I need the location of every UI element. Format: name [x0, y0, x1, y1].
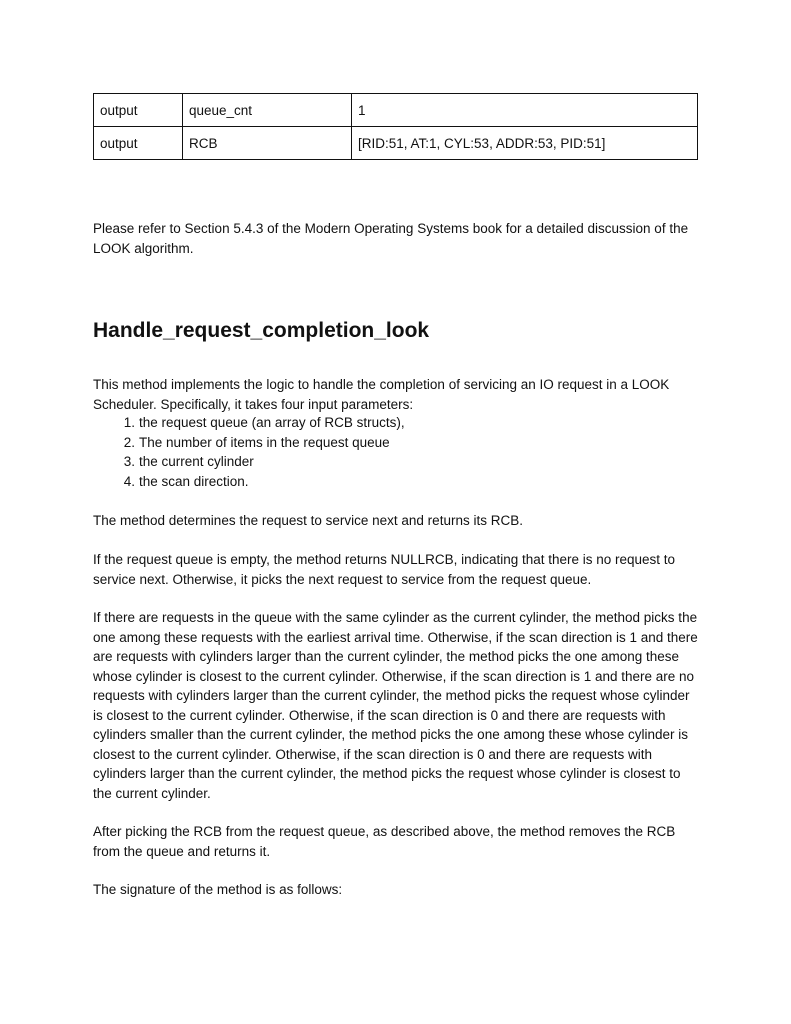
table-cell: 1 [352, 94, 698, 127]
selection-logic-paragraph: If there are requests in the queue with the same cylinder as the current cylinder, the method picks the one among these requests with the earliest arrival time. Otherwise, if the scan direction is 1 and there are requests with cylinders larger than the current cylinder, the method picks the one among these whose cylinder is closest to the current cylinder. Otherwise, if the scan direction is 1 and there are no requests with cylinders larger than the current cylinder, the method picks the request whose cylinder is closest to the current cylinder. Otherwise, if the scan direction is 0 and there are requests with cylinders smaller than the current cylinder, the method picks the one among these whose cylinder is closest to the current cylinder. Otherwise, if the scan direction is 0 and there are requests with cylinders larger than the current cylinder, the method picks the request whose cylinder is closest to the current cylinder. [93, 610, 698, 801]
intro-paragraph: This method implements the logic to handle the completion of servicing an IO request in a LOOK Scheduler. Specifically, it takes four input parameters: [93, 377, 670, 412]
table-cell: output [94, 127, 183, 160]
list-item [93, 433, 693, 453]
io-params-table [93, 93, 698, 160]
determines-paragraph: The method determines the request to service next and returns its RCB. [93, 513, 523, 528]
list-text: The number of items in the request queue [139, 434, 390, 450]
empty-queue-paragraph: If the request queue is empty, the method returns NULLRCB, indicating that there is no request to service next. Otherwise, it picks the next request to service from the request queue. [93, 552, 676, 587]
list-item [93, 472, 693, 492]
list-number: 1. [123, 415, 135, 430]
refer-paragraph: Please refer to Section 5.4.3 of the Modern Operating Systems book for a detailed discussion of the LOOK algorithm. [93, 221, 689, 256]
list-text: the scan direction. [139, 473, 249, 489]
section-heading: Handle_request_completion_look [93, 319, 430, 342]
table-cell: queue_cnt [183, 94, 352, 127]
list-item [93, 452, 693, 472]
table-row [94, 127, 698, 160]
table-cell: [RID:51, AT:1, CYL:53, ADDR:53, PID:51] [352, 127, 698, 160]
removal-paragraph: After picking the RCB from the request queue, as described above, the method removes the RCB from the queue and returns it. [93, 824, 676, 859]
list-number: 2. [123, 434, 135, 450]
table-row [94, 94, 698, 127]
list-text: the request queue (an array of RCB structs), [139, 415, 405, 430]
signature-paragraph: The signature of the method is as follows: [93, 882, 343, 897]
table-cell: output [94, 94, 183, 127]
list-item [93, 413, 693, 433]
list-text: the current cylinder [139, 454, 254, 469]
list-number: 4. [123, 473, 135, 489]
parameter-list [93, 413, 693, 491]
table-cell: RCB [183, 127, 352, 160]
list-number: 3. [123, 454, 135, 469]
